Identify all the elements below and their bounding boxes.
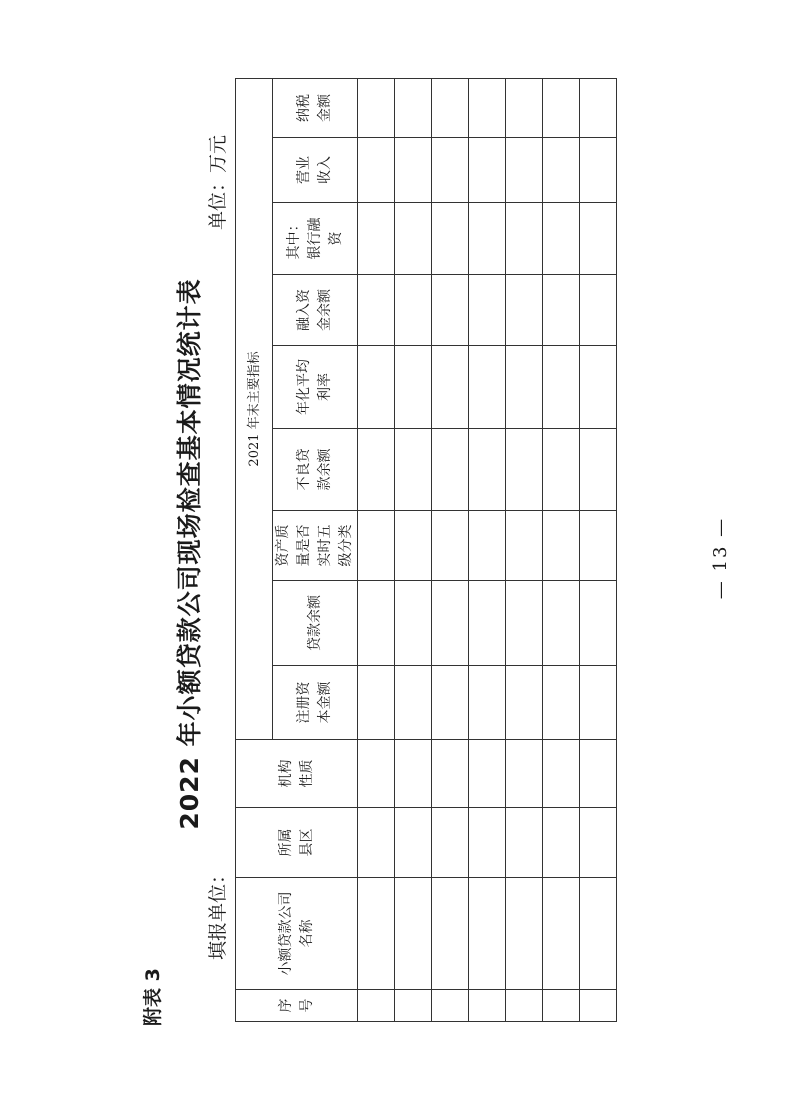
header-indicator-8 — [273, 138, 358, 203]
table-cell[interactable] — [432, 740, 469, 808]
table-cell[interactable] — [432, 203, 469, 275]
table-cell[interactable] — [469, 666, 506, 740]
table-row — [543, 78, 580, 1021]
table-cell[interactable] — [506, 740, 543, 808]
header-nature-text: 机构性质 — [277, 759, 315, 788]
table-cell[interactable] — [395, 808, 432, 878]
table-cell[interactable] — [432, 511, 469, 581]
table-cell[interactable] — [395, 78, 432, 137]
table-row — [580, 78, 617, 1021]
table-cell[interactable] — [506, 808, 543, 878]
table-cell[interactable] — [358, 511, 395, 581]
table-cell[interactable] — [543, 511, 580, 581]
table-cell[interactable] — [395, 429, 432, 511]
table-cell[interactable] — [469, 346, 506, 429]
table-cell[interactable] — [395, 990, 432, 1022]
table-cell[interactable] — [580, 203, 617, 275]
table-cell[interactable] — [543, 429, 580, 511]
table-cell[interactable] — [543, 78, 580, 137]
table-cell[interactable] — [543, 346, 580, 429]
table-cell[interactable] — [358, 138, 395, 203]
table-cell[interactable] — [506, 346, 543, 429]
table-cell[interactable] — [469, 878, 506, 990]
table-cell[interactable] — [358, 581, 395, 666]
unit-label: 单位：万元 — [207, 134, 229, 230]
document-title: 2022 年小额贷款公司现场检查基本情况统计表 — [175, 278, 204, 830]
filler-unit-label: 填报单位： — [207, 864, 229, 960]
table-cell[interactable] — [358, 990, 395, 1022]
table-cell[interactable] — [395, 878, 432, 990]
table-cell[interactable] — [580, 138, 617, 203]
table-cell[interactable] — [432, 138, 469, 203]
header-indicator-3 — [273, 511, 358, 581]
table-cell[interactable] — [543, 878, 580, 990]
header-company-name-text: 小额贷款公司名称 — [277, 891, 315, 976]
table-cell[interactable] — [395, 275, 432, 346]
table-cell[interactable] — [358, 666, 395, 740]
table-cell[interactable] — [358, 808, 395, 878]
table-cell[interactable] — [358, 78, 395, 137]
table-cell[interactable] — [469, 581, 506, 666]
table-cell[interactable] — [469, 808, 506, 878]
header-group-2021-indicators — [236, 78, 273, 739]
table-cell[interactable] — [469, 275, 506, 346]
header-indicator-7 — [273, 203, 358, 275]
header-indicator-text: 资产质量是否实时五级分类 — [275, 524, 354, 567]
header-indicator-5 — [273, 346, 358, 429]
table-cell[interactable] — [358, 429, 395, 511]
attachment-label: 附表 3 — [142, 968, 164, 1026]
table-cell[interactable] — [543, 138, 580, 203]
table-cell[interactable] — [432, 346, 469, 429]
header-group-text: 2021 年末主要指标 — [246, 351, 262, 467]
table-cell[interactable] — [358, 203, 395, 275]
table-cell[interactable] — [543, 808, 580, 878]
table-cell[interactable] — [580, 666, 617, 740]
table-cell[interactable] — [432, 275, 469, 346]
page-number: — 13 — — [710, 516, 731, 600]
table-cell[interactable] — [469, 78, 506, 137]
header-indicator-text: 贷款余额 — [306, 595, 323, 651]
table-cell[interactable] — [469, 511, 506, 581]
table-cell[interactable] — [432, 429, 469, 511]
table-cell[interactable] — [469, 203, 506, 275]
header-district — [236, 808, 358, 878]
table-cell[interactable] — [395, 740, 432, 808]
table-row — [395, 78, 432, 1021]
table-cell[interactable] — [580, 581, 617, 666]
header-seq-text: 序号 — [277, 998, 315, 1013]
table-cell[interactable] — [580, 275, 617, 346]
table-cell[interactable] — [432, 878, 469, 990]
table-cell[interactable] — [506, 138, 543, 203]
statistics-table-wrapper — [235, 78, 617, 1022]
table-cell[interactable] — [432, 666, 469, 740]
table-cell[interactable] — [506, 581, 543, 666]
table-cell[interactable] — [395, 511, 432, 581]
table-cell[interactable] — [395, 581, 432, 666]
table-row — [432, 78, 469, 1021]
header-indicator-1 — [273, 666, 358, 740]
table-cell[interactable] — [543, 581, 580, 666]
table-cell[interactable] — [469, 740, 506, 808]
table-cell[interactable] — [580, 878, 617, 990]
header-indicator-text: 注册资本金额 — [296, 681, 333, 724]
table-cell[interactable] — [395, 346, 432, 429]
header-company-name — [236, 878, 358, 990]
table-cell[interactable] — [469, 990, 506, 1022]
table-cell[interactable] — [395, 138, 432, 203]
table-cell[interactable] — [358, 346, 395, 429]
header-indicator-text: 年化平均利率 — [296, 359, 333, 415]
table-cell[interactable] — [580, 808, 617, 878]
table-cell[interactable] — [432, 990, 469, 1022]
header-indicator-text: 融入资金余额 — [296, 289, 333, 331]
header-district-text: 所属县区 — [277, 828, 315, 857]
table-body — [358, 78, 617, 1021]
header-seq — [236, 990, 358, 1022]
statistics-table — [235, 78, 617, 1022]
table-cell[interactable] — [395, 666, 432, 740]
header-indicator-4 — [273, 429, 358, 511]
table-cell[interactable] — [432, 78, 469, 137]
header-nature — [236, 740, 358, 808]
table-cell[interactable] — [358, 740, 395, 808]
header-indicator-text: 不良贷款余额 — [296, 448, 333, 491]
table-cell[interactable] — [506, 203, 543, 275]
header-indicator-text: 纳税金额 — [296, 93, 333, 122]
table-cell[interactable] — [580, 78, 617, 137]
header-indicator-2 — [273, 581, 358, 666]
table-cell[interactable] — [506, 878, 543, 990]
header-indicator-text: 营业收入 — [296, 156, 333, 184]
header-indicator-6 — [273, 275, 358, 346]
table-cell[interactable] — [580, 990, 617, 1022]
table-cell[interactable] — [580, 740, 617, 808]
table-cell[interactable] — [469, 429, 506, 511]
table-cell[interactable] — [506, 511, 543, 581]
table-cell[interactable] — [543, 740, 580, 808]
table-cell[interactable] — [580, 429, 617, 511]
table-cell[interactable] — [543, 666, 580, 740]
table-cell[interactable] — [506, 990, 543, 1022]
table-cell[interactable] — [395, 203, 432, 275]
table-row — [358, 78, 395, 1021]
table-cell[interactable] — [506, 666, 543, 740]
table-cell[interactable] — [506, 429, 543, 511]
table-cell[interactable] — [543, 275, 580, 346]
table-cell[interactable] — [432, 808, 469, 878]
table-cell[interactable] — [358, 878, 395, 990]
table-cell[interactable] — [506, 78, 543, 137]
table-cell[interactable] — [506, 275, 543, 346]
table-row — [469, 78, 506, 1021]
header-indicator-9 — [273, 78, 358, 137]
table-cell[interactable] — [543, 203, 580, 275]
header-indicator-text: 其中：银行融资 — [285, 217, 344, 260]
table-cell[interactable] — [469, 138, 506, 203]
table-cell[interactable] — [432, 581, 469, 666]
table-cell[interactable] — [543, 990, 580, 1022]
table-row — [506, 78, 543, 1021]
table-cell[interactable] — [358, 275, 395, 346]
table-cell[interactable] — [580, 511, 617, 581]
table-cell[interactable] — [580, 346, 617, 429]
